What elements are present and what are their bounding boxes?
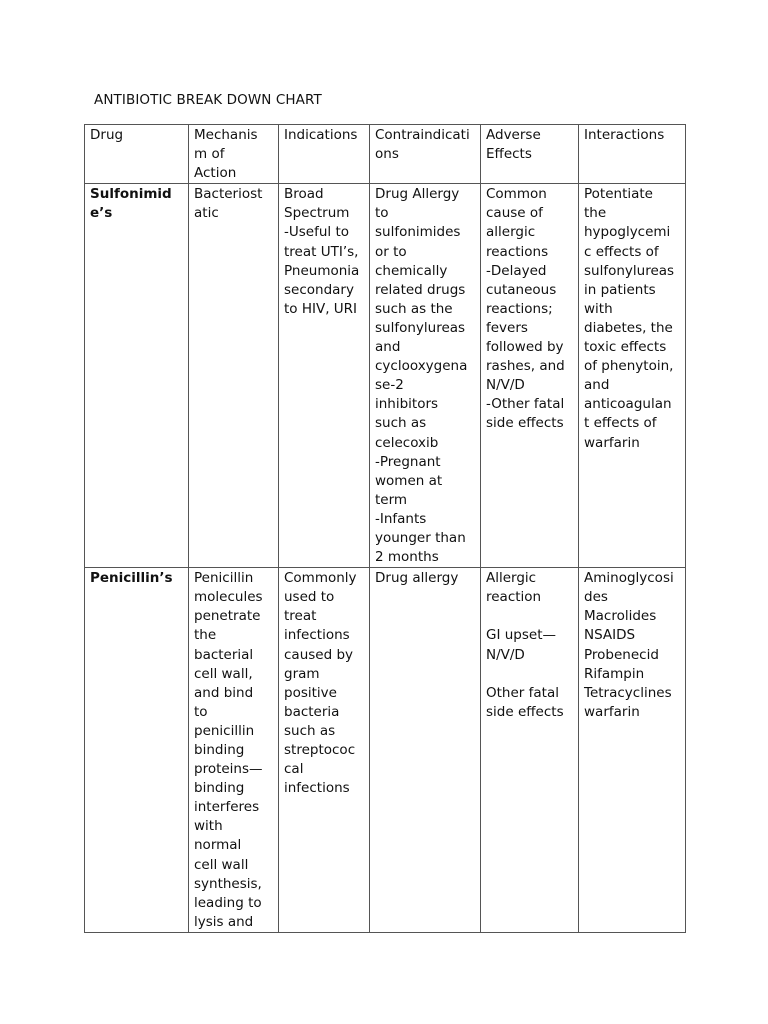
indications-cell: Broad Spectrum -Useful to treat UTI’s, Pneumonia secondary to HIV, URI [279,184,370,568]
header-indications: Indications [279,125,370,184]
interactions-cell: Potentiate the hypoglycemi c effects of sulfonylureas in patients with diabetes, the toxic effects of phenytoin, and anticoagulan t effects of warfarin [579,184,686,568]
header-drug: Drug [85,125,189,184]
header-contraindications: Contraindicati ons [370,125,481,184]
header-mechanism: Mechanis m of Action [189,125,279,184]
table-row [85,568,686,933]
drug-name: Penicillin’s [85,568,189,933]
adverse-effects-cell: Common cause of allergic reactions -Delayed cutaneous reactions; fevers followed by rashes, and N/V/D -Other fatal side effects [481,184,579,568]
drug-name: Sulfonimid e’s [85,184,189,568]
table-row [85,184,686,568]
interactions-cell: Aminoglycosi des Macrolides NSAIDS Probenecid Rifampin Tetracyclines warfarin [579,568,686,933]
table-header-row [85,125,686,184]
mechanism-cell: Penicillin molecules penetrate the bacterial cell wall, and bind to penicillin binding proteins— binding interferes with normal cell wall synthesis, leading to lysis and [189,568,279,933]
header-adverse-effects: Adverse Effects [481,125,579,184]
antibiotic-table [84,124,686,933]
document-title: ANTIBIOTIC BREAK DOWN CHART [94,92,322,108]
contraindications-cell: Drug allergy [370,568,481,933]
mechanism-cell: Bacteriost atic [189,184,279,568]
contraindications-cell: Drug Allergy to sulfonimides or to chemically related drugs such as the sulfonylureas and cyclooxygena se-2 inhibitors such as celecoxib -Pregnant women at term -Infants younger than 2 months [370,184,481,568]
indications-cell: Commonly used to treat infections caused by gram positive bacteria such as streptococ cal infections [279,568,370,933]
adverse-effects-cell: Allergic reaction GI upset— N/V/D Other fatal side effects [481,568,579,933]
header-interactions: Interactions [579,125,686,184]
